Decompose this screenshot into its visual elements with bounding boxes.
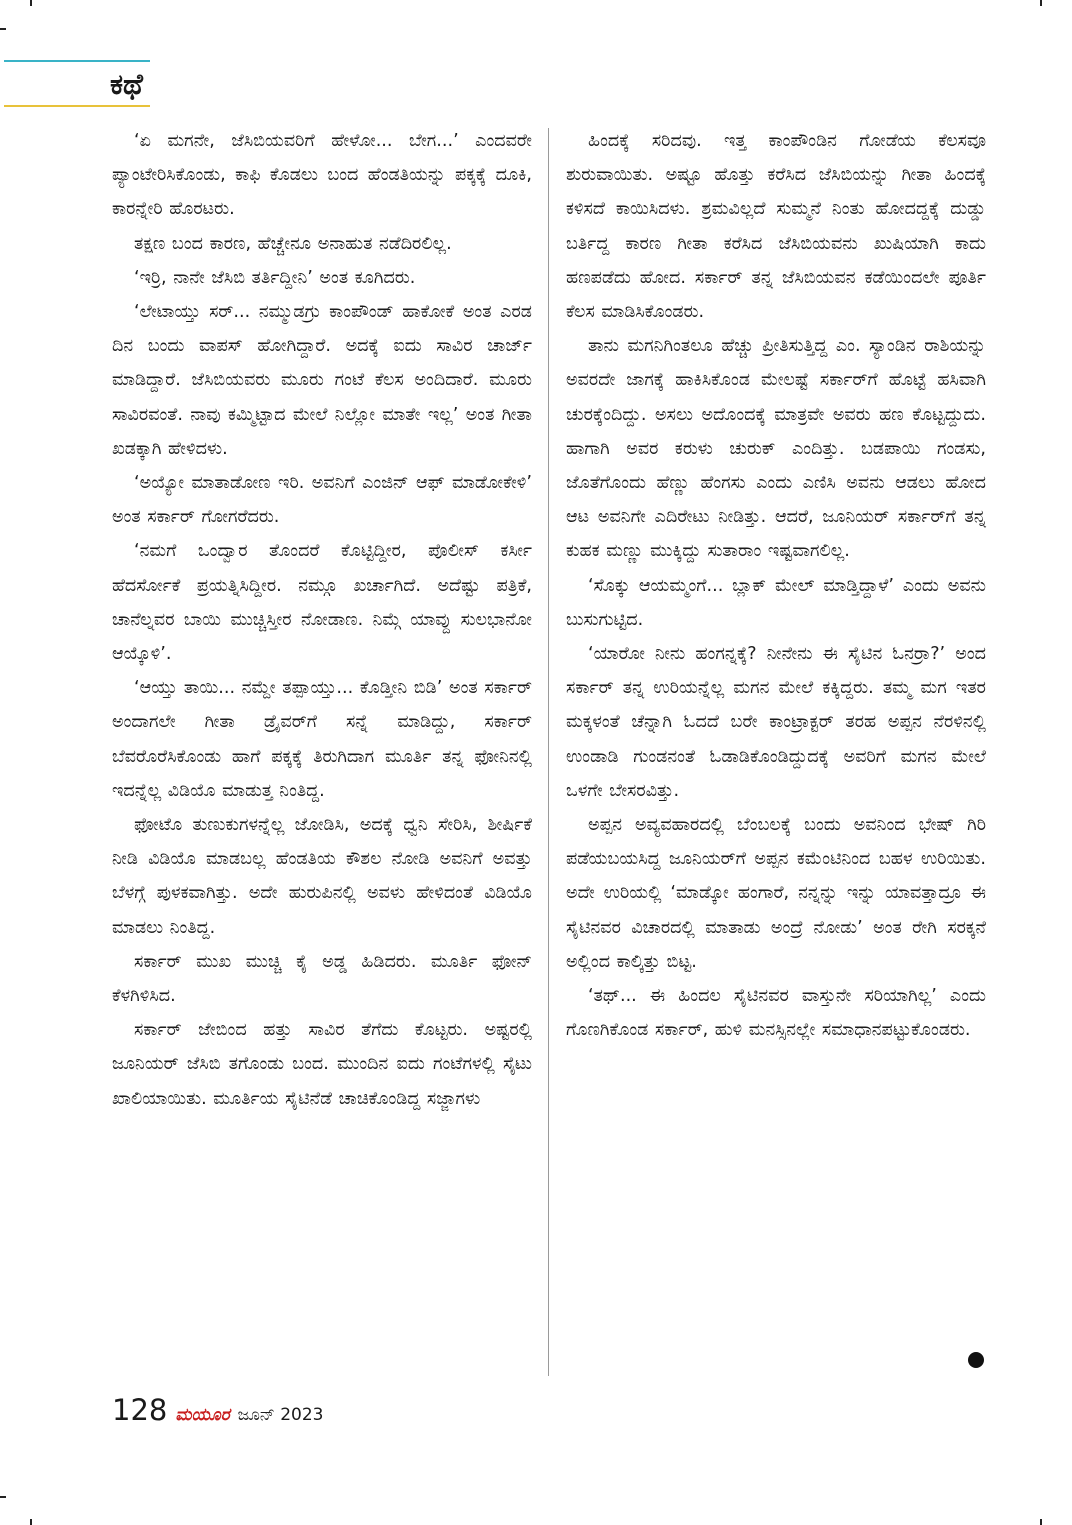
- paragraph: ‘ಆಯ್ತು ತಾಯಿ... ನಮ್ದೇ ತಪ್ಪಾಯ್ತು... ಕೊಡ್ತೀನಿ ಬಿಡಿ’ ಅಂತ ಸರ್ಕಾರ್ ಅಂದಾಗಲೇ ಗೀತಾ ಡ್ರೈವರ್‌ಗೆ ಸನ್ನೆ ಮಾಡಿದ್ದು, ಸರ್ಕಾರ್ ಬೆವರೊರೆಸಿಕೊಂಡು ಹಾಗೆ ಪಕ್ಕಕ್ಕೆ ತಿರುಗಿದಾಗ ಮೂರ್ತಿ ತನ್ನ ಫೋನಿನಲ್ಲಿ ಇದನ್ನೆಲ್ಲ ವಿಡಿಯೊ ಮಾಡುತ್ತ ನಿಂತಿದ್ದ.: [112, 678, 532, 801]
- crop-mark: [1040, 0, 1042, 6]
- magazine-logo: ಮಯೂರ: [175, 1405, 230, 1425]
- paragraph: ‘ಸೊಕ್ಕು ಆಯಮ್ಮಂಗೆ... ಬ್ಲಾಕ್ ಮೇಲ್ ಮಾಡ್ತಿದ್ದಾಳೆ’ ಎಂದು ಅವನು ಬುಸುಗುಟ್ಟಿದ.: [566, 575, 986, 630]
- paragraph: ಅಪ್ಪನ ಅವ್ಯವಹಾರದಲ್ಲಿ ಬೆಂಬಲಕ್ಕೆ ಬಂದು ಅವನಿಂದ ಭೇಷ್ ಗಿರಿ ಪಡೆಯಬಯಸಿದ್ದ ಜೂನಿಯರ್‌ಗೆ ಅಪ್ಪನ ಕಮೆಂಟಿನಿಂದ ಬಹಳ ಉರಿಯಿತು. ಅದೇ ಉರಿಯಲ್ಲಿ ‘ಮಾಡ್ಕೋ ಹಂಗಾರೆ, ನನ್ನನ್ನು ಇನ್ನು ಯಾವತ್ತಾದ್ರೂ ಈ ಸೈಟಿನವರ ವಿಚಾರದಲ್ಲಿ ಮಾತಾಡು ಅಂದ್ರೆ ನೋಡು’ ಅಂತ ರೇಗಿ ಸರಕ್ಕನೆ ಅಲ್ಲಿಂದ ಕಾಲ್ಕಿತ್ತು ಬಿಟ್ಟ.: [566, 815, 986, 972]
- crop-mark: [30, 1519, 32, 1525]
- paragraph: ಸರ್ಕಾರ್ ಜೇಬಿಂದ ಹತ್ತು ಸಾವಿರ ತೆಗೆದು ಕೊಟ್ಟರು. ಅಷ್ಟರಲ್ಲಿ ಜೂನಿಯರ್ ಜೆಸಿಬಿ ತಗೊಂಡು ಬಂದ. ಮುಂದಿನ ಐದು ಗಂಟೆಗಳಲ್ಲಿ ಸೈಟು ಖಾಲಿಯಾಯಿತು. ಮೂರ್ತಿಯ ಸೈಟಿನೆಡೆ ಚಾಚಿಕೊಂಡಿದ್ದ ಸಜ್ಜಾಗಳು: [112, 1020, 532, 1109]
- page-footer: [112, 1393, 323, 1427]
- crop-mark: [30, 0, 32, 6]
- section-bottom-rule: [4, 105, 150, 107]
- section-top-rule: [4, 60, 150, 62]
- right-text-column: [566, 124, 986, 1047]
- paragraph: ‘ಲೇಟಾಯ್ತು ಸರ್... ನಮ್ಮುಡಗ್ರು ಕಾಂಪೌಂಡ್ ಹಾಕೋಕೆ ಅಂತ ಎರಡ ದಿನ ಬಂದು ವಾಪಸ್ ಹೋಗಿದ್ದಾರೆ. ಅದಕ್ಕೆ ಐದು ಸಾವಿರ ಚಾರ್ಜ್ ಮಾಡಿದ್ದಾರೆ. ಜೆಸಿಬಿಯವರು ಮೂರು ಗಂಟೆ ಕೆಲಸ ಅಂದಿದಾರೆ. ಮೂರು ಸಾವಿರವಂತೆ. ನಾವು ಕಮ್ಮಿಟ್ಟಾದ ಮೇಲೆ ನಿಲ್ಲೋ ಮಾತೇ ಇಲ್ಲ’ ಅಂತ ಗೀತಾ ಖಡಕ್ಕಾಗಿ ಹೇಳಿದಳು.: [112, 302, 532, 459]
- paragraph: ತಾನು ಮಗನಿಗಿಂತಲೂ ಹೆಚ್ಚು ಪ್ರೀತಿಸುತ್ತಿದ್ದ ಎಂ. ಸ್ಯಾಂಡಿನ ರಾಶಿಯನ್ನು ಅವರದೇ ಜಾಗಕ್ಕೆ ಹಾಕಿಸಿಕೊಂಡ ಮೇಲಷ್ಟೆ ಸರ್ಕಾರ್‌ಗೆ ಹೊಟ್ಟೆ ಹಸಿವಾಗಿ ಚುರಕ್ಕೆಂದಿದ್ದು. ಅಸಲು ಅದೊಂದಕ್ಕೆ ಮಾತ್ರವೇ ಅವರು ಹಣ ಕೊಟ್ಟದ್ದುದು. ಹಾಗಾಗಿ ಅವರ ಕರುಳು ಚುರುಕ್ ಎಂದಿತ್ತು. ಬಡಪಾಯಿ ಗಂಡಸು, ಜೊತೆಗೊಂದು ಹೆಣ್ಣು ಹೆಂಗಸು ಎಂದು ಎಣಿಸಿ ಅವನು ಆಡಲು ಹೋದ ಆಟ ಅವನಿಗೇ ಎದಿರೇಟು ನೀಡಿತ್ತು. ಆದರೆ, ಜೂನಿಯರ್ ಸರ್ಕಾರ್‌ಗೆ ತನ್ನ ಕುಹಕ ಮಣ್ಣು ಮುಕ್ಕಿದ್ದು ಸುತಾರಾಂ ಇಷ್ಟವಾಗಲಿಲ್ಲ.: [566, 336, 986, 562]
- crop-mark: [0, 1496, 6, 1498]
- paragraph: ‘ಯಾರೋ ನೀನು ಹಂಗನ್ನಕ್ಕೆ? ನೀನೇನು ಈ ಸೈಟಿನ ಓನರ್ರಾ?’ ಅಂದ ಸರ್ಕಾರ್ ತನ್ನ ಉರಿಯನ್ನೆಲ್ಲ ಮಗನ ಮೇಲೆ ಕಕ್ಕಿದ್ದರು. ತಮ್ಮ ಮಗ ಇತರ ಮಕ್ಕಳಂತೆ ಚೆನ್ನಾಗಿ ಓದದೆ ಬರೇ ಕಾಂಟ್ರಾಕ್ಟರ್ ತರಹ ಅಪ್ಪನ ನೆರಳಿನಲ್ಲಿ ಉಂಡಾಡಿ ಗುಂಡನಂತೆ ಓಡಾಡಿಕೊಂಡಿದ್ದುದಕ್ಕೆ ಅವರಿಗೆ ಮಗನ ಮೇಲೆ ಒಳಗೇ ಬೇಸರವಿತ್ತು.: [566, 644, 986, 801]
- paragraph: ‘ಏ ಮಗನೇ, ಜೆಸಿಬಿಯವರಿಗೆ ಹೇಳೋ... ಬೇಗ...’ ಎಂದವರೇ ಪ್ಯಾಂಟೇರಿಸಿಕೊಂಡು, ಕಾಫಿ ಕೊಡಲು ಬಂದ ಹೆಂಡತಿಯನ್ನು ಪಕ್ಕಕ್ಕೆ ದೂಕಿ, ಕಾರನ್ನೇರಿ ಹೊರಟರು.: [112, 131, 532, 220]
- issue-date: ಜೂನ್ 2023: [237, 1405, 324, 1425]
- paragraph: ‘ತಥ್... ಈ ಹಿಂದಲ ಸೈಟಿನವರ ವಾಸ್ತುನೇ ಸರಿಯಾಗಿಲ್ಲ’ ಎಂದು ಗೊಣಗಿಕೊಂಡ ಸರ್ಕಾರ್, ಹುಳಿ ಮನಸ್ಸಿನಲ್ಲೇ ಸಮಾಧಾನಪಟ್ಟುಕೊಂಡರು.: [566, 986, 986, 1041]
- paragraph: ತಕ್ಷಣ ಬಂದ ಕಾರಣ, ಹೆಚ್ಚೇನೂ ಅನಾಹುತ ನಡೆದಿರಲಿಲ್ಲ.: [134, 233, 452, 254]
- left-text-column: [112, 124, 532, 1116]
- paragraph: ಫೋಟೊ ತುಣುಕುಗಳನ್ನೆಲ್ಲ ಜೋಡಿಸಿ, ಅದಕ್ಕೆ ಧ್ವನಿ ಸೇರಿಸಿ, ಶೀರ್ಷಿಕೆ ನೀಡಿ ವಿಡಿಯೊ ಮಾಡಬಲ್ಲ ಹೆಂಡತಿಯ ಕೌಶಲ ನೋಡಿ ಅವನಿಗೆ ಅವತ್ತು ಬೆಳಗ್ಗೆ ಪುಳಕವಾಗಿತ್ತು. ಅದೇ ಹುರುಪಿನಲ್ಲಿ ಅವಳು ಹೇಳಿದಂತೆ ವಿಡಿಯೊ ಮಾಡಲು ನಿಂತಿದ್ದ.: [112, 815, 532, 938]
- paragraph: ಸರ್ಕಾರ್ ಮುಖ ಮುಚ್ಚಿ ಕೈ ಅಡ್ಡ ಹಿಡಿದರು. ಮೂರ್ತಿ ಫೋನ್ ಕೆಳಗಿಳಿಸಿದ.: [112, 951, 532, 1007]
- crop-mark: [0, 28, 6, 30]
- paragraph: ‘ಇರ್ರಿ, ನಾನೇ ಜೆಸಿಬಿ ತರ್ತಿದ್ದೀನಿ’ ಅಂತ ಕೂಗಿದರು.: [134, 267, 416, 288]
- paragraph: ಹಿಂದಕ್ಕೆ ಸರಿದವು. ಇತ್ತ ಕಾಂಪೌಂಡಿನ ಗೋಡೆಯ ಕೆಲಸವೂ ಶುರುವಾಯಿತು. ಅಷ್ಟೂ ಹೊತ್ತು ಕರೆಸಿದ ಜೆಸಿಬಿಯನ್ನು ಗೀತಾ ಹಿಂದಕ್ಕೆ ಕಳಿಸದೆ ಕಾಯಿಸಿದಳು. ಶ್ರಮವಿಲ್ಲದೆ ಸುಮ್ಮನೆ ನಿಂತು ಹೋದದ್ದಕ್ಕೆ ದುಡ್ಡು ಬರ್ತಿದ್ದ ಕಾರಣ ಗೀತಾ ಕರೆಸಿದ ಜೆಸಿಬಿಯವನು ಖುಷಿಯಾಗಿ ಕಾದು ಹಣಪಡೆದು ಹೋದ. ಸರ್ಕಾರ್ ತನ್ನ ಜೆಸಿಬಿಯವನ ಕಡೆಯಿಂದಲೇ ಪೂರ್ತಿ ಕೆಲಸ ಮಾಡಿಸಿಕೊಂಡರು.: [566, 131, 986, 323]
- column-divider: [548, 128, 549, 1376]
- page-number: 128: [112, 1393, 168, 1427]
- story-end-bullet: [968, 1352, 984, 1368]
- section-title: ಕಥೆ: [110, 67, 143, 101]
- paragraph: ‘ಅಯ್ಯೋ ಮಾತಾಡೋಣ ಇರಿ. ಅವನಿಗೆ ಎಂಜಿನ್ ಆಫ್ ಮಾಡೋಕೇಳಿ’ ಅಂತ ಸರ್ಕಾರ್ ಗೋಗರೆದರು.: [112, 473, 532, 528]
- paragraph: ‘ನಮಗೆ ಒಂದ್ವಾರ ತೊಂದರೆ ಕೊಟ್ಟಿದ್ದೀರ, ಪೊಲೀಸ್ ಕರ್ಸೀ ಹೆದರ್ಸೋಕೆ ಪ್ರಯತ್ನಿಸಿದ್ದೀರ. ನಮ್ಗೂ ಖರ್ಚಾಗಿದೆ. ಅದೆಷ್ಟು ಪತ್ರಿಕೆ, ಚಾನೆಲ್ನವರ ಬಾಯಿ ಮುಚ್ಚಿಸ್ತೀರ ನೋಡಾಣ. ನಿಮ್ಗೆ ಯಾವ್ದು ಸುಲಭಾನೋ ಆಯ್ಕೊಳಿ’.: [112, 541, 532, 665]
- crop-mark: [1040, 1519, 1042, 1525]
